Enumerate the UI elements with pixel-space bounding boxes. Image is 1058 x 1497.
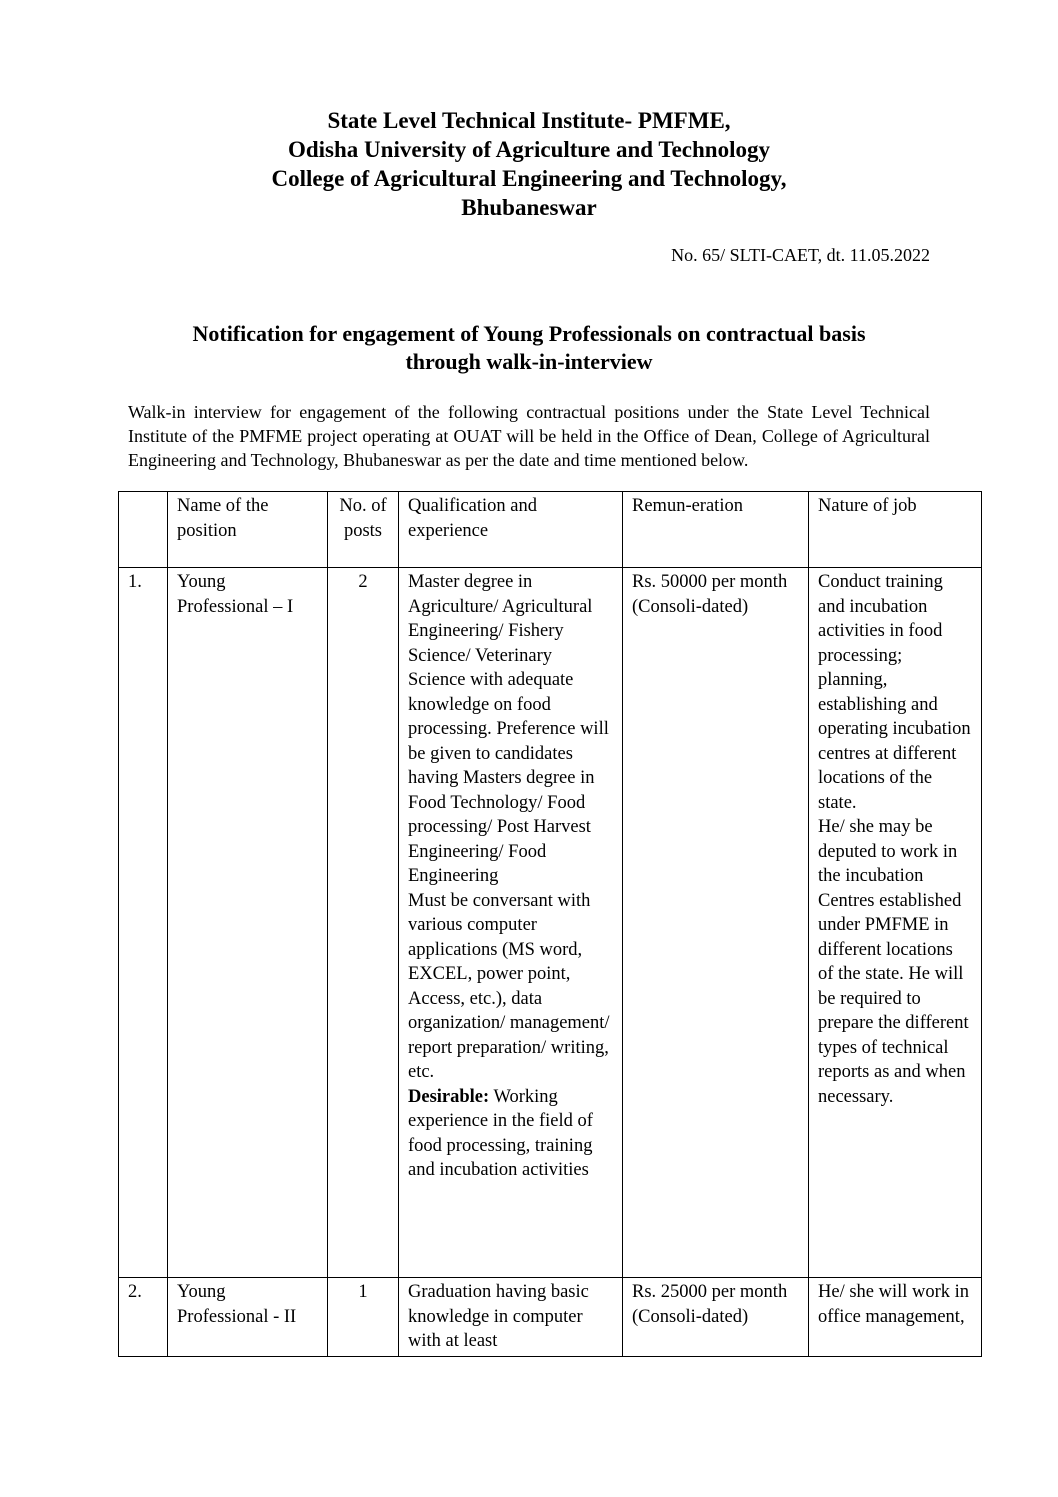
header-qualification: Qualification and experience — [399, 492, 623, 568]
row-sl: 1. — [119, 568, 168, 1278]
notice-title-line2: through walk-in-interview — [405, 349, 653, 374]
row-nature: He/ she will work in office management, — [809, 1278, 982, 1357]
header-posts: No. of posts — [328, 492, 399, 568]
header-sl — [119, 492, 168, 568]
desirable-label: Desirable: — [408, 1086, 490, 1107]
qualification-text-2: Must be conversant with various computer applications (MS word, EXCEL, power point, Access, etc.), data organization/ management/ report preparation/ writing, etc. — [408, 890, 610, 1082]
row-posts: 1 — [328, 1278, 399, 1357]
row-qualification — [399, 568, 623, 1278]
header-position: Name of the position — [168, 492, 328, 568]
row-remuneration: Rs. 50000 per month (Consoli-dated) — [623, 568, 809, 1278]
row-remuneration: Rs. 25000 per month (Consoli-dated) — [623, 1278, 809, 1357]
row-sl: 2. — [119, 1278, 168, 1357]
university-name: Odisha University of Agriculture and Technology — [287, 137, 770, 162]
notice-title-line1: Notification for engagement of Young Professionals on contractual basis — [192, 321, 866, 346]
desirable-text: Working experience in the field of food processing, training and incubation activities — [408, 1086, 593, 1180]
row-posts: 2 — [328, 568, 399, 1278]
row-nature — [809, 568, 982, 1278]
qualification-text: Master degree in Agriculture/ Agricultural Engineering/ Fishery Science/ Veterinary Science with adequate knowledge on food processing. Preference will be given to candidates having Masters degree in Food Technology/ Food processing/ Post Harvest Engineering/ Food Engineering — [408, 572, 609, 886]
table-row — [119, 568, 982, 1278]
positions-table — [118, 491, 982, 1357]
nature-text: Conduct training and incubation activities in food processing; planning, establishing and operating incubation centres at different locations of the state. — [818, 572, 971, 813]
city-name: Bhubaneswar — [461, 195, 597, 220]
row-position: Young Professional – I — [168, 568, 328, 1278]
row-position: Young Professional - II — [168, 1278, 328, 1357]
desirable-block — [408, 1085, 613, 1183]
reference-number: No. 65/ SLTI-CAET, dt. 11.05.2022 — [671, 245, 930, 265]
notice-title — [0, 320, 1058, 376]
intro-paragraph: Walk-in interview for engagement of the following contractual positions under the State Level Technical Institute of the PMFME project operating at OUAT will be held in the Office of Dean, College of Agricultural Engineering and Technology, Bhubaneswar as per the date and time mentioned below. — [128, 402, 930, 470]
college-name: College of Agricultural Engineering and Technology, — [271, 166, 787, 191]
header-remuneration: Remun-eration — [623, 492, 809, 568]
row-qualification: Graduation having basic knowledge in computer with at least — [399, 1278, 623, 1357]
table-row — [119, 1278, 982, 1357]
institute-title: State Level Technical Institute- PMFME, — [327, 108, 731, 133]
table-header-row — [119, 492, 982, 568]
nature-text-2: He/ she may be deputed to work in the incubation Centres established under PMFME in different locations of the state. He will be required to prepare the different types of technical reports as and when necessary. — [818, 817, 969, 1107]
header-nature: Nature of job — [809, 492, 982, 568]
